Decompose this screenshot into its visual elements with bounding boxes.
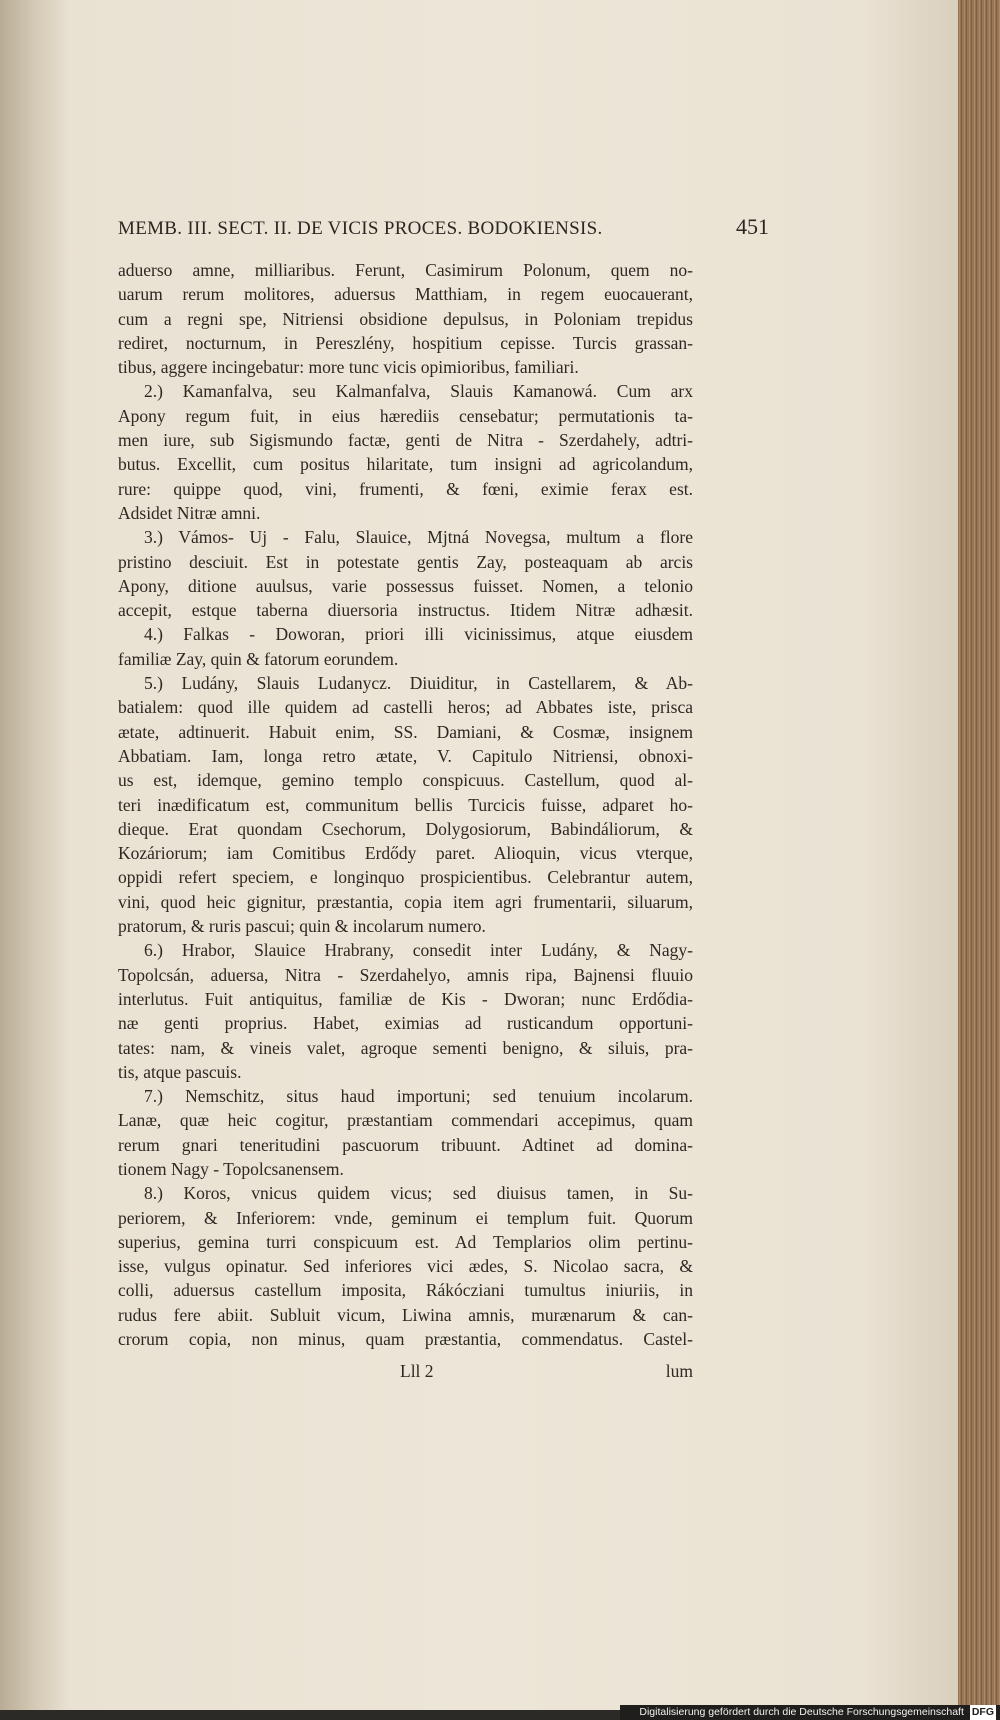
text-line: isse, vulgus opinatur. Sed inferiores vici ædes, S. Nicolao sacra, &	[118, 1256, 693, 1277]
text-line: men iure, sub Sigismundo factæ, genti de Nitra - Szerdahely, adtri-	[118, 430, 693, 451]
dfg-logo: DFG	[971, 1706, 994, 1718]
text-line: us est, idemque, gemino templo conspicuus. Castellum, quod al-	[118, 770, 693, 791]
text-line: oppidi refert speciem, e longinquo prospicientibus. Celebrantur autem,	[118, 867, 693, 888]
text-line: periorem, & Inferiorem: vnde, geminum ei templum fuit. Quorum	[118, 1207, 693, 1228]
text-line: tis, atque pascuis.	[118, 1061, 242, 1082]
text-line: 7.) Nemschitz, situs haud importuni; sed tenuium incolarum.	[144, 1086, 693, 1107]
text-line: aduerso amne, milliaribus. Ferunt, Casimirum Polonum, quem no-	[118, 260, 693, 280]
text-line: butus. Excellit, cum positus hilaritate, tum insigni ad agricolandum,	[118, 454, 693, 475]
text-line: teri inædificatum est, communitum bellis Turcicis fuisse, adparet ho-	[118, 794, 693, 815]
text-line: superius, gemina turri conspicuum est. Ad Templarios olim pertinu-	[118, 1231, 693, 1252]
text-line: Abbatiam. Iam, longa retro ætate, V. Capitulo Nitriensi, obnoxi-	[118, 745, 693, 766]
footer-text: Digitalisierung gefördert durch die Deutsche Forschungsgemeinschaft	[639, 1706, 964, 1718]
text-line: 8.) Koros, vnicus quidem vicus; sed diuisus tamen, in Su-	[144, 1183, 693, 1204]
text-line: Kozáriorum; iam Comitibus Erdődy paret. Alioquin, vicus vterque,	[118, 843, 693, 864]
text-line: cum a regni spe, Nitriensi obsidione depulsus, in Poloniam trepidus	[118, 308, 693, 329]
text-line: tates: nam, & vineis valet, agroque sementi benigno, & siluis, pra-	[118, 1037, 693, 1058]
body-text	[118, 258, 693, 1378]
text-line: dieque. Erat quondam Csechorum, Dolygosiorum, Babindáliorum, &	[118, 818, 693, 839]
text-line: pratorum, & ruris pascui; quin & incolarum numero.	[118, 916, 486, 937]
digitization-footer	[620, 1705, 1000, 1720]
text-line: rerum gnari teneritudini pascuorum tribuunt. Adtinet ad domina-	[118, 1134, 693, 1155]
text-line: rure: quippe quod, vini, frumenti, & fœni, eximie ferax est.	[118, 478, 693, 499]
signature-mark: Lll 2	[400, 1361, 434, 1381]
text-line: Apony, ditione auulsus, varie possessus fuisset. Nomen, a telonio	[118, 575, 693, 596]
text-line: Lanæ, quæ heic cogitur, præstantiam commendari accepimus, quam	[118, 1110, 693, 1131]
text-line: pristino desciuit. Est in potestate gentis Zay, posteaquam ab arcis	[118, 551, 693, 572]
text-line: rudus fere abiit. Subluit vicum, Liwina amnis, murænarum & can-	[118, 1304, 693, 1325]
running-header: MEMB. III. SECT. II. DE VICIS PROCES. BODOKIENSIS.	[118, 218, 603, 239]
text-line: accepit, estque taberna diuersoria instructus. Itidem Nitræ adhæsit.	[118, 600, 693, 621]
text-line: 2.) Kamanfalva, seu Kalmanfalva, Slauis Kamanowá. Cum arx	[144, 381, 693, 402]
text-line: batialem: quod ille quidem ad castelli heros; ad Abbates iste, prisca	[118, 697, 693, 718]
text-line: 5.) Ludány, Slauis Ludanycz. Diuiditur, in Castellarem, & Ab-	[144, 673, 693, 694]
text-line: interlutus. Fuit antiquitus, familiæ de Kis - Dworan; nunc Erdődia-	[118, 988, 693, 1009]
text-line: Adsidet Nitræ amni.	[118, 502, 261, 523]
text-line: tionem Nagy - Topolcsanensem.	[118, 1158, 344, 1179]
text-line: Topolcsán, aduersa, Nitra - Szerdahelyo, amnis ripa, Bajnensi fluuio	[118, 964, 693, 985]
text-line: rediret, nocturnum, in Pereszlény, hospitium cepisse. Turcis grassan-	[118, 332, 693, 353]
text-line: 4.) Falkas - Doworan, priori illi vicinissimus, atque eiusdem	[144, 624, 693, 645]
catchword: lum	[665, 1361, 693, 1381]
page-edges	[958, 0, 1000, 1710]
page-number: 451	[736, 214, 769, 239]
text-line: familiæ Zay, quin & fatorum eorundem.	[118, 648, 399, 669]
text-line: næ genti proprius. Habet, eximias ad rusticandum opportuni-	[118, 1013, 693, 1034]
text-line: colli, aduersus castellum imposita, Rákócziani tumultus iniuriis, in	[118, 1280, 693, 1301]
text-line: ætate, adtinuerit. Habuit enim, SS. Damiani, & Cosmæ, insignem	[118, 721, 693, 742]
text-line: 3.) Vámos- Uj - Falu, Slauice, Mjtná Novegsa, multum a flore	[144, 527, 693, 548]
text-line: vini, quod heic gignitur, præstantia, copia item agri frumentarii, siluarum,	[118, 891, 693, 912]
text-line: Apony regum fuit, in eius hærediis censebatur; permutationis ta-	[118, 405, 693, 426]
text-line: tibus, aggere incingebatur: more tunc vicis opimioribus, familiari.	[118, 357, 579, 378]
text-line: 6.) Hrabor, Slauice Hrabrany, consedit inter Ludány, & Nagy-	[144, 940, 693, 961]
text-line: uarum rerum molitores, aduersus Matthiam, in regem euocauerant,	[118, 284, 693, 305]
text-line: crorum copia, non minus, quam præstantia, commendatus. Castel-	[118, 1329, 693, 1350]
page-gutter	[0, 0, 70, 1710]
